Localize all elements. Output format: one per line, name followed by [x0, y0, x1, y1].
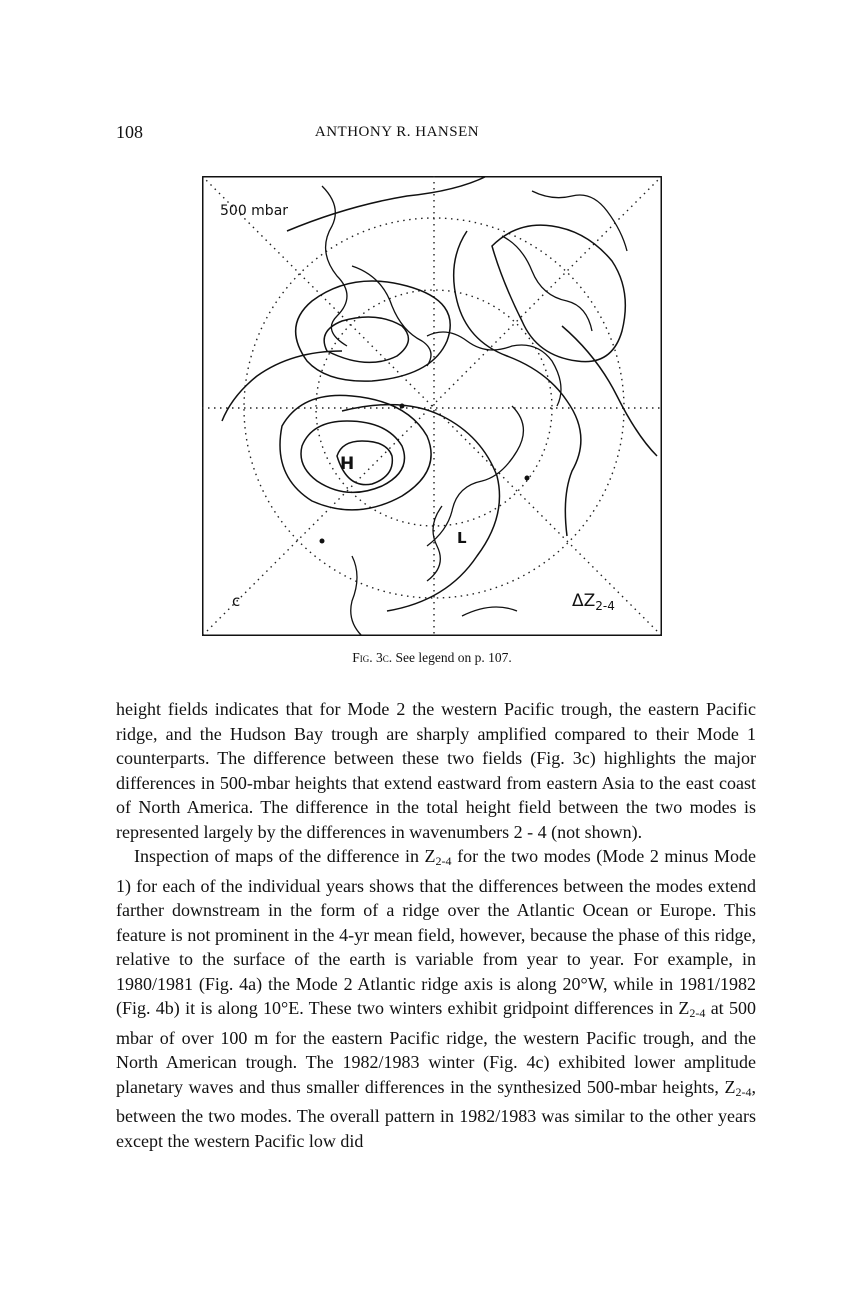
subscript: 2-4 — [735, 1084, 752, 1099]
level-label: 500 mbar — [220, 203, 289, 219]
page-number: 108 — [116, 122, 143, 142]
high-label: H — [340, 454, 355, 474]
running-head: ANTHONY R. HANSEN — [314, 124, 480, 140]
subscript: 2-4 — [689, 1006, 706, 1020]
polar-map — [202, 176, 662, 636]
subscript: 2-4 — [435, 854, 452, 868]
caption-label: Fig. 3c. — [352, 650, 393, 665]
body-paragraph: height fields indicates that for Mode 2 the western Pacific trough, the eastern Pacific ridge, and the Hudson Bay trough are sharply amplified compared to their Mode 1 counterparts. The difference between these two fields (Fig. 3c) highlights the major differences in 500-mbar heights that extend eastward from eastern Asia to the east coast of North America. The difference in the total height field between the two modes is represented largely by the differences in wavenumbers 2 - 4 (not shown). — [116, 699, 756, 842]
body-paragraph: Inspection of maps of the difference in $Z_{2-4}$ for the two modes (Mode 2 minus Mode 1) for each of the individual years shows that the differences between the modes extend farther downstream in the form of a ridge over the Atlantic Ocean or Europe. This feature is not prominent in the 4-yr mean field, however, because the phase of this ridge, relative to the surface of the earth is variable from year to year. For example, in 1980/1981 (Fig. 4a) the Mode 2 Atlantic ridge axis is along 20°W, while in 1981/1982 (Fig. 4b) it is along 10°E. These two winters exhibit gridpoint differences in $Z_{2-4}$ at 500 mbar of over 100 m for the eastern Pacific ridge, the western Pacific trough, and the North American trough. The 1982/1983 winter (Fig. 4c) exhibited lower amplitude planetary waves and thus smaller differences in the synthesized 500-mbar heights, $Z_{2-4}$, between the two modes. The overall pattern in 1982/1983 was similar to the other years except the western Pacific low did — [116, 846, 756, 1151]
caption-text: See legend on p. 107. — [395, 650, 512, 665]
low-label: L — [457, 529, 467, 547]
figure-caption — [202, 650, 662, 666]
meridians — [202, 176, 662, 636]
contours — [222, 176, 657, 611]
panel-label: c — [232, 592, 241, 610]
body-text — [116, 697, 756, 1153]
field-label — [572, 591, 615, 613]
figure-3c — [202, 176, 662, 636]
field-label-subscript: 2-4 — [595, 599, 615, 613]
page-header — [116, 122, 678, 146]
coastlines — [322, 186, 627, 636]
field-label-main: ΔZ — [572, 591, 596, 611]
